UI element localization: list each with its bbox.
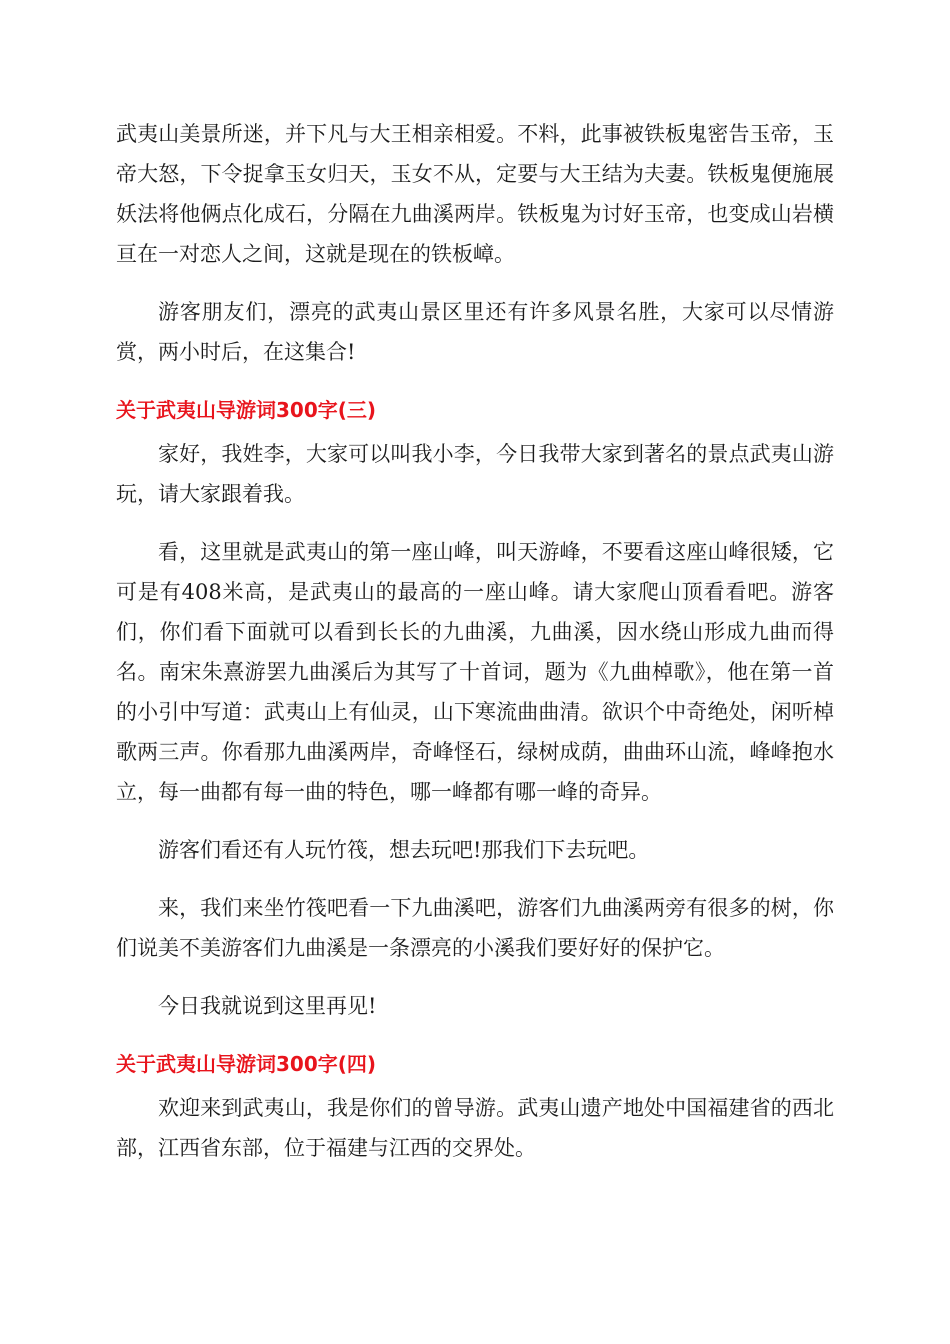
paragraph-bamboo-raft: 游客们看还有人玩竹筏，想去玩吧!那我们下去玩吧。 bbox=[158, 838, 650, 862]
paragraph-legend-ending: 武夷山美景所迷，并下凡与大王相亲相爱。不料，此事被铁板鬼密告玉帝，玉帝大怒，下令捉拿玉女归天，玉女不从，定要与大王结为夫妻。铁板鬼便施展妖法将他俩点化成石，分隔在九曲溪两岸。铁板鬼为讨好玉帝，也变成山岩横亘在一对恋人之间，这就是现在的铁板嶂。 bbox=[116, 122, 834, 266]
paragraph-welcome-zeng: 欢迎来到武夷山，我是你们的曾导游。武夷山遗产地处中国福建省的西北部，江西省东部，位于福建与江西的交界处。 bbox=[116, 1096, 834, 1160]
section-heading-four: 关于武夷山导游词300字(四) bbox=[116, 1052, 377, 1076]
section-heading-three: 关于武夷山导游词300字(三) bbox=[116, 398, 377, 422]
paragraph-tianyou-peak: 看，这里就是武夷山的第一座山峰，叫天游峰，不要看这座山峰很矮，它可是有408米高，是武夷山的最高的一座山峰。请大家爬山顶看看吧。游客们，你们看下面就可以看到长长的九曲溪，九曲溪，因水绕山形成九曲而得名。南宋朱熹游罢九曲溪后为其写了十首词，题为《九曲棹歌》，他在第一首的小引中写道：武夷山上有仙灵，山下寒流曲曲清。欲识个中奇绝处，闲听棹歌两三声。你看那九曲溪两岸，奇峰怪石，绿树成荫，曲曲环山流，峰峰抱水立，每一曲都有每一曲的特色，哪一峰都有哪一峰的奇异。 bbox=[116, 540, 834, 804]
paragraph-gathering-notice: 游客朋友们，漂亮的武夷山景区里还有许多风景名胜，大家可以尽情游赏，两小时后，在这集合! bbox=[116, 300, 834, 364]
paragraph-goodbye: 今日我就说到这里再见! bbox=[158, 994, 377, 1018]
paragraph-raft-ride: 来，我们来坐竹筏吧看一下九曲溪吧，游客们九曲溪两旁有很多的树，你们说美不美游客们九曲溪是一条漂亮的小溪我们要好好的保护它。 bbox=[116, 896, 834, 960]
document-page bbox=[116, 114, 834, 1186]
paragraph-greeting-li: 家好，我姓李，大家可以叫我小李，今日我带大家到著名的景点武夷山游玩，请大家跟着我。 bbox=[116, 442, 834, 506]
